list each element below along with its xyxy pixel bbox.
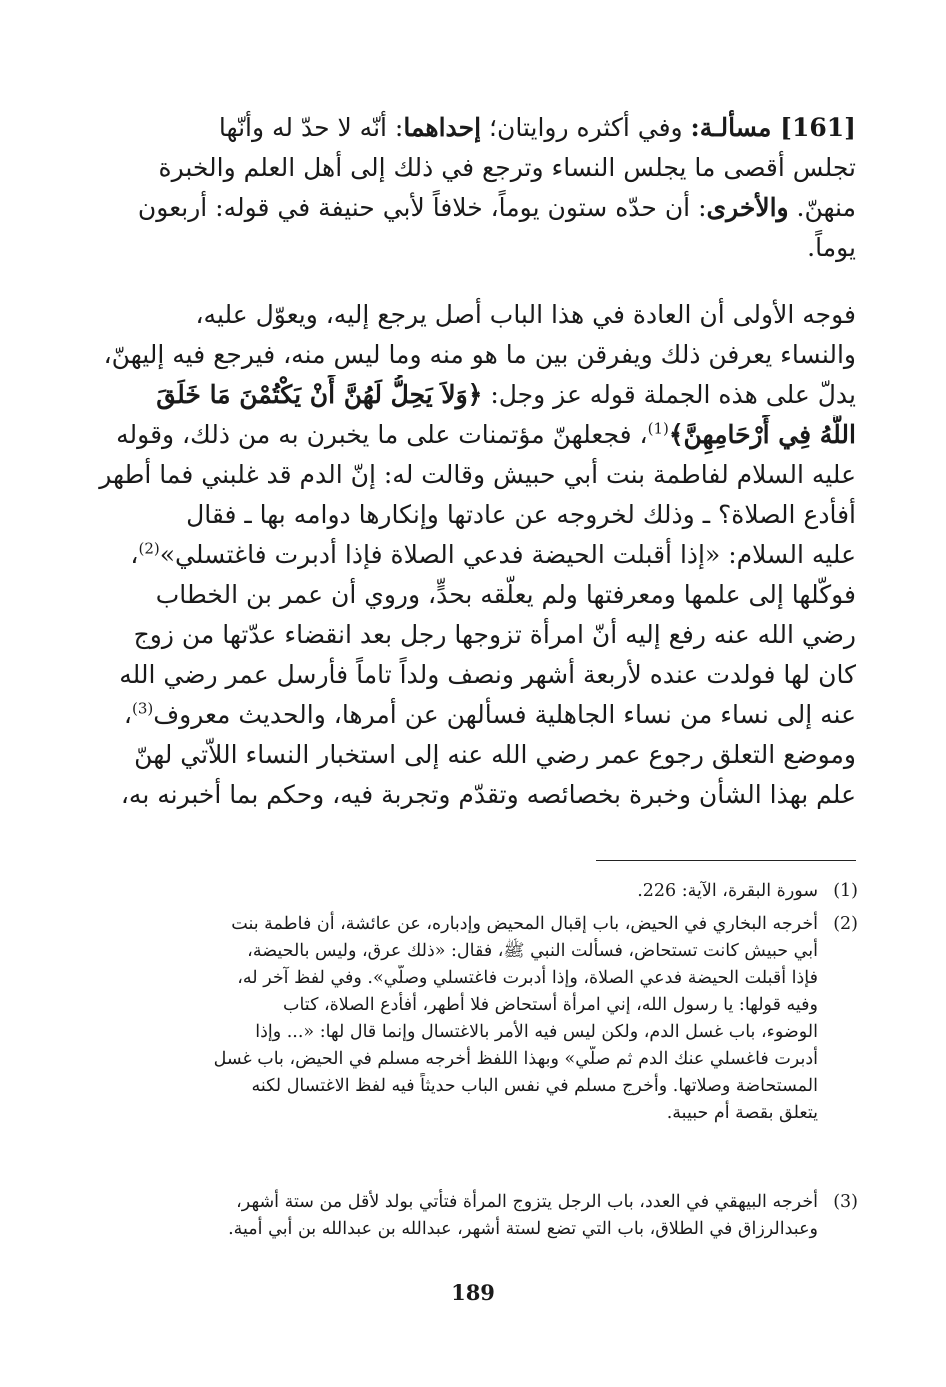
paragraph-line: رضي الله عنه رفع إليه أنّ امرأة تزوجها رجل بعد انقضاء عدّتها من زوج: [133, 620, 856, 649]
page-number: 189: [451, 1280, 495, 1305]
issue-paragraph: [95, 108, 856, 268]
second-opinion-label: والأخرى: [706, 193, 789, 222]
paragraph-line: منهنّ. والأخرى: أن حدّه ستون يوماً، خلافاً لأبي حنيفة في قوله: أربعون: [137, 193, 856, 222]
paragraph-line: أفأدع الصلاة؟ ـ وذلك لخروجه عن عادتها وإنكارها دوامه بها ـ فقال: [186, 500, 856, 529]
paragraph-line: عليه السلام لفاطمة بنت أبي حبيش وقالت له: إنّ الدم قد غلبني فما أطهر: [99, 460, 856, 489]
first-opinion-label: إحداهما: [403, 113, 482, 142]
argument-paragraph: [95, 295, 856, 815]
footnote: [95, 878, 858, 905]
paragraph-line: فوكّلها إلى علمها ومعرفتها ولم يعلّقه بحدٍّ، وروي أن عمر بن الخطاب: [155, 580, 856, 609]
footnote-ref: (3): [131, 699, 154, 718]
paragraph-line: اللَّهُ فِي أَرْحَامِهِنَّ﴾$^{(1)}$، فجعلهنّ مؤتمنات على ما يخبرن به من ذلك، وقوله: [116, 419, 856, 449]
quran-verse: اللَّهُ فِي أَرْحَامِهِنَّ﴾: [668, 420, 856, 449]
paragraph-line: تجلس أقصى ما يجلس النساء وترجع في ذلك إلى أهل العلم والخبرة: [158, 153, 856, 182]
paragraph-line: يدلّ على هذه الجملة قوله عز وجل: ﴿وَلاَ يَحِلُّ لَهُنَّ أَنْ يَكْتُمْنَ مَا خَلَقَ: [156, 380, 856, 409]
footnote-line: يتعلق بقصة أم حبيبة.: [666, 1103, 818, 1123]
footnote-number: (3): [833, 1192, 858, 1212]
paragraph-line: وموضع التعلق رجوع عمر رضي الله عنه إلى استخبار النساء اللاّتي لهنّ: [134, 740, 856, 769]
paragraph-line: عليه السلام: «إذا أقبلت الحيضة فدعي الصلاة فإذا أدبرت فاغتسلي»$^{(2)}$،: [130, 539, 856, 569]
footnote-line: وفيه قولها: يا رسول الله، إني امرأة أستحاض فلا أطهر، أفأدع الصلاة، كتاب: [283, 995, 818, 1015]
quran-verse: ﴿وَلاَ يَحِلُّ لَهُنَّ أَنْ يَكْتُمْنَ مَا خَلَقَ: [156, 380, 483, 409]
footnote-ref: (2): [138, 539, 160, 558]
footnote-divider: [596, 860, 856, 861]
paragraph-line: والنساء يعرفن ذلك ويفرقن بين ما هو منه وما ليس منه، فيرجع فيه إليهنّ،: [103, 340, 856, 369]
footnote-line: الوضوء، باب غسل الدم، ولكن ليس فيه الأمر بالاغتسال وإنما قال لها: «... وإذا: [255, 1022, 818, 1042]
footnote-line: وعبدالرزاق في الطلاق، باب التي تضع لستة أشهر، عبدالله بن عبدالله بن أبي أمية.: [228, 1219, 818, 1239]
paragraph-line: يوماً.: [807, 233, 856, 262]
paragraph-line: [161] مسألـة: وفي أكثره روايتان؛ إحداهما: أنّه لا حدّ له وأنّها: [218, 113, 856, 142]
footnote-line: أدبرت فاغسلي عنك الدم ثم صلّي» وبهذا اللفظ أخرجه مسلم في الحيض، باب غسل: [213, 1049, 818, 1069]
paragraph-line: كان لها فولدت عنده لأربعة أشهر ونصف ولداً تاماً فأرسل عمر رضي الله: [119, 660, 856, 689]
paragraph-line: فوجه الأولى أن العادة في هذا الباب أصل يرجع إليه، ويعوّل عليه،: [195, 300, 856, 329]
footnote-line: أخرجه البخاري في الحيض، باب إقبال المحيض وإدباره، عن عائشة، أن فاطمة بنت: [231, 914, 818, 934]
footnote-ref: (1): [647, 419, 669, 438]
footnote-number: (2): [833, 914, 858, 934]
footnote-line: أبي حبيش كانت تستحاض، فسألت النبي ﷺ، فقال: «ذلك عرق، وليس بالحيضة،: [247, 941, 818, 961]
issue-label: [161] مسألـة:: [690, 113, 856, 142]
footnote: [95, 911, 858, 1127]
footnote-line: المستحاضة وصلاتها. وأخرج مسلم في نفس الباب حديثاً فيه لفظ الاغتسال لكنه: [251, 1076, 818, 1096]
footnote-line: أخرجه البيهقي في العدد، باب الرجل يتزوج المرأة فتأتي بولد لأقل من ستة أشهر،: [236, 1192, 818, 1212]
footnote-line: سورة البقرة، الآية: 226.: [637, 881, 818, 901]
paragraph-line: عنه إلى نساء من نساء الجاهلية فسألهن عن أمرها، والحديث معروف$^{(3)}$،: [123, 699, 856, 729]
footnote-line: فإذا أقبلت الحيضة فدعي الصلاة، وإذا أدبرت فاغتسلي وصلّي». وفي لفظ آخر له،: [237, 968, 818, 988]
footnote-number: (1): [833, 881, 858, 901]
footnote: [95, 1189, 858, 1243]
paragraph-line: علم بهذا الشأن وخبرة بخصائصه وتقدّم وتجربة فيه، وحكم بما أخبرنه به،: [120, 780, 856, 809]
